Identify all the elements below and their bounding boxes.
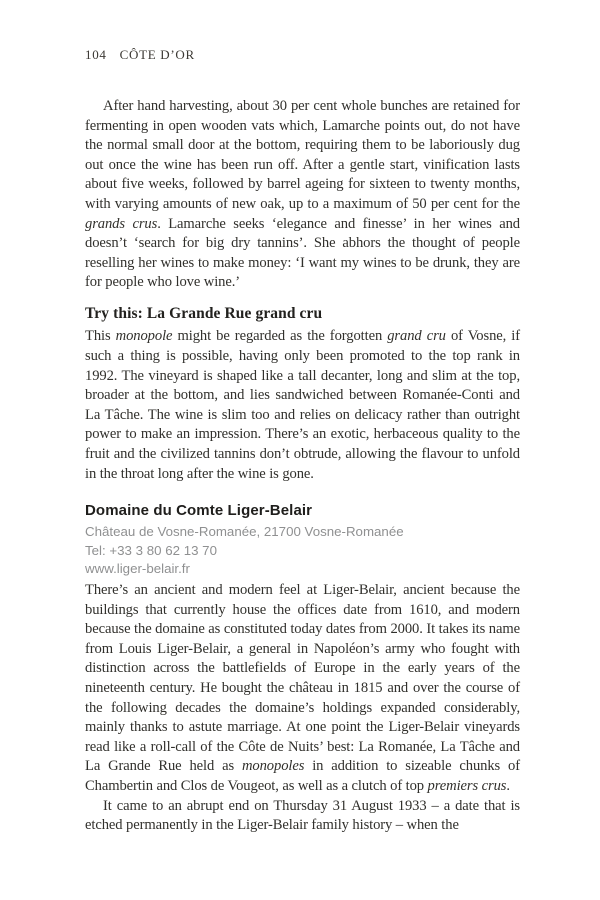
paragraph-history: There’s an ancient and modern feel at Liger-Belair, ancient because the buildings that currently house the offices date from 1610, and modern because the domaine as constituted today dates from 2000. It takes its name from Louis Liger-Belair, a general in Napoléon’s army who fought with distinction across the battlefields of Europe in the early years of the nineteenth century. He bought the château in 1815 and over the course of the following decades the domaine’s holdings expanded considerably, mainly thanks to astute marriage. At one point the Liger-Belair vineyards read like a roll-call of the Côte de Nuits’ best: La Romanée, La Tâche and La Grande Rue held as monopoles in addition to sizeable chunks of Chambertin and Clos de Vougeot, as well as a clutch of top premiers crus.: [85, 581, 520, 794]
text-column: [85, 0, 520, 836]
page-number: 104: [85, 47, 107, 62]
producer-website: www.liger-belair.fr: [85, 561, 190, 577]
try-this-heading: Try this: La Grande Rue grand cru: [85, 304, 323, 322]
producer-name: Domaine du Comte Liger-Belair: [85, 502, 313, 520]
running-head-title: CÔTE D’OR: [119, 47, 195, 62]
producer-block: [85, 501, 520, 579]
paragraph-la-grande-rue: This monopole might be regarded as the forgotten grand cru of Vosne, if such a thing is possible, having only been promoted to the top rank in 1992. The vineyard is shaped like a tall decanter, long and slim at the top, broader at the bottom, and lies sandwiched between Romanée-Conti and La Tâche. The wine is slim too and relies on delicacy rather than outright power to make an impression. There’s an exotic, herbaceous quality to the fruit and the civilized tannins don’t obtrude, allowing the flavour to unfold in the throat long after the wine is gone.: [85, 328, 520, 482]
producer-contact: [85, 523, 520, 579]
running-head: [85, 47, 520, 63]
producer-phone: Tel: +33 3 80 62 13 70: [85, 542, 217, 558]
paragraph-harvesting: After hand harvesting, about 30 per cent whole bunches are retained for fermenting in open wooden vats which, Lamarche points out, do not have the normal small door at the bottom, requiring them to be laboriously dug out once the wine has been run off. After a gentle start, vinification lasts about five weeks, followed by barrel ageing for sixteen to twenty months, with varying amounts of new oak, up to a maximum of 50 per cent for the grands crus. Lamarche seeks ‘elegance and finesse’ in her wines and doesn’t ‘search for big dry tannins’. She abhors the thought of people reselling her wines to make money: ‘I want my wines to be drunk, they are for people who love wine.’: [85, 98, 520, 291]
paragraph-abrupt-end: It came to an abrupt end on Thursday 31 August 1933 – a date that is etched permanently in the Liger-Belair family history – when the: [85, 797, 520, 834]
producer-address: Château de Vosne-Romanée, 21700 Vosne-Romanée: [85, 524, 404, 540]
